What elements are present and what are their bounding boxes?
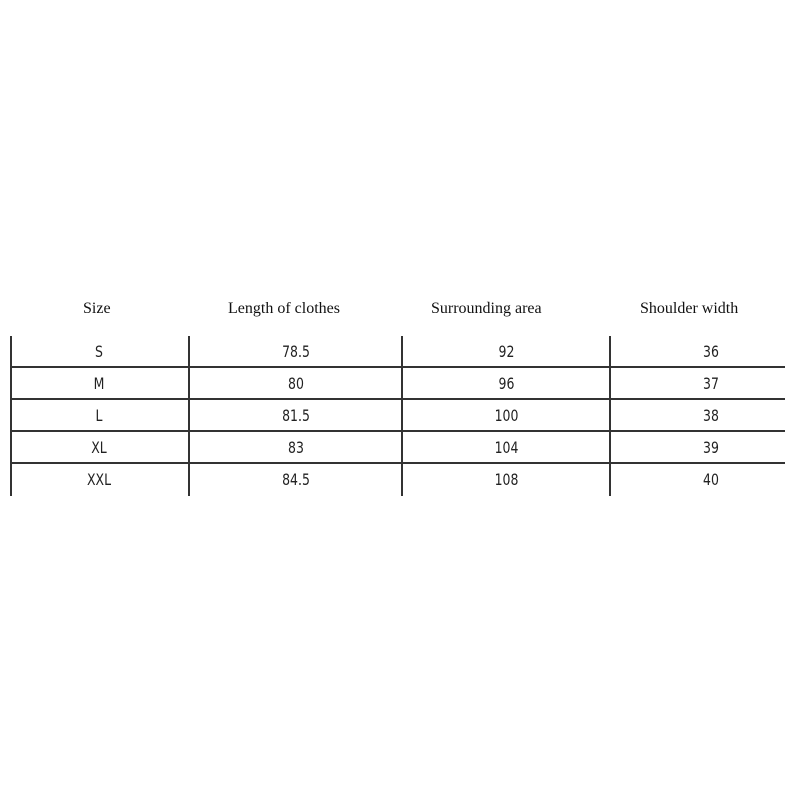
header-length-of-clothes: Length of clothes (228, 300, 340, 317)
cell-surrounding: 108 (494, 470, 519, 489)
cell-size: L (95, 406, 103, 425)
table-row (10, 336, 785, 368)
cell-size: M (93, 374, 105, 393)
cell-shoulder: 39 (703, 438, 719, 457)
cell-length: 84.5 (282, 470, 310, 489)
cell-shoulder: 37 (703, 374, 719, 393)
table-row (10, 432, 785, 464)
header-size: Size (83, 300, 111, 317)
cell-surrounding: 96 (498, 374, 515, 393)
cell-shoulder: 36 (703, 342, 719, 361)
cell-size: XXL (86, 470, 112, 489)
cell-surrounding: 100 (494, 406, 519, 425)
header-surrounding-area: Surrounding area (431, 300, 542, 317)
cell-surrounding: 104 (494, 438, 519, 457)
cell-surrounding: 92 (498, 342, 515, 361)
cell-size: XL (91, 438, 107, 457)
table-row (10, 464, 785, 496)
cell-shoulder: 38 (703, 406, 719, 425)
cell-size: S (95, 342, 103, 361)
cell-length: 81.5 (282, 406, 310, 425)
cell-shoulder: 40 (703, 470, 719, 489)
header-shoulder-width: Shoulder width (640, 300, 739, 317)
table-row (10, 368, 785, 400)
size-table (10, 336, 785, 496)
table-row (10, 400, 785, 432)
cell-length: 78.5 (282, 342, 310, 361)
cell-length: 83 (288, 438, 304, 457)
cell-length: 80 (288, 374, 304, 393)
table-header (0, 298, 800, 326)
